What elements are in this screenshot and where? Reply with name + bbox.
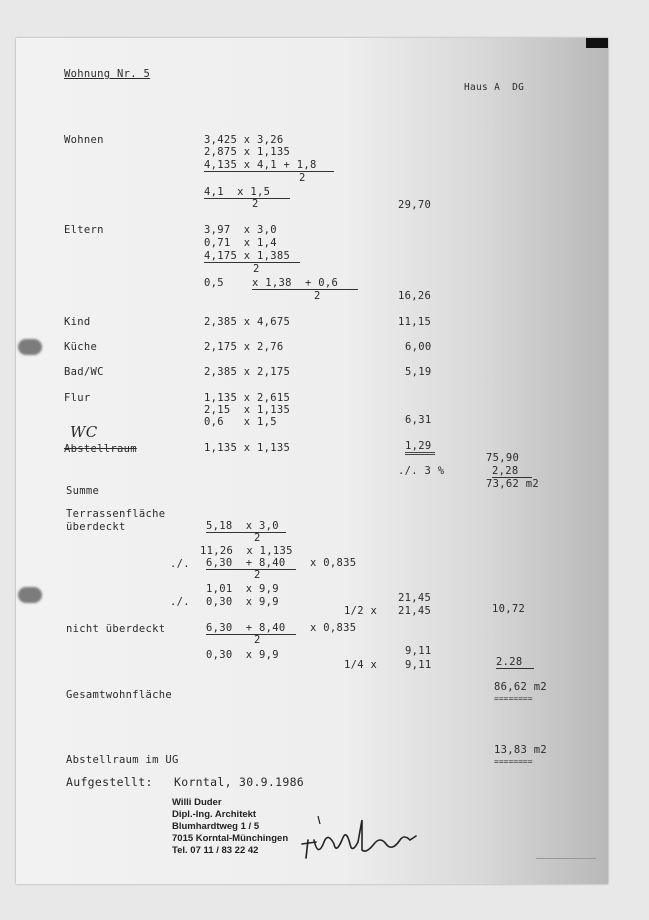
abstell-label: Abstellraum im UG: [66, 754, 179, 766]
denominator: 2: [254, 634, 261, 646]
subtotal-a: 75,90: [486, 452, 520, 464]
room-total: 6,00: [405, 341, 432, 353]
calc-line: 3,425 x 3,26: [204, 134, 284, 146]
denominator: 2: [253, 263, 260, 275]
calc-line: 2,385 x 2,175: [204, 366, 291, 378]
punch-hole: [18, 339, 42, 355]
calc-line: 2,175 x 2,76: [204, 341, 284, 353]
calc-line: 4,175 x 1,385: [204, 250, 300, 263]
room-total: 16,26: [398, 290, 432, 302]
calc-line: x 0,835: [310, 622, 357, 634]
room-total: 29,70: [398, 199, 432, 211]
room-label-kind: Kind: [64, 316, 91, 328]
aufgestellt-label: Aufgestellt:: [66, 775, 153, 789]
room-label-kueche: Küche: [64, 341, 98, 353]
document-title: Wohnung Nr. 5: [64, 68, 151, 80]
denominator: 2: [252, 198, 259, 210]
terrace-sublabel: überdeckt: [66, 521, 126, 533]
denominator: 2: [254, 532, 261, 544]
place-date: Korntal, 30.9.1986: [174, 775, 305, 789]
deduct-mark: ./.: [170, 596, 190, 608]
gesamt-label: Gesamtwohnfläche: [66, 689, 172, 701]
architect-stamp: [172, 797, 288, 857]
denominator: 2: [314, 290, 321, 302]
denominator: 2: [254, 569, 261, 581]
double-rule: ========: [494, 694, 533, 703]
stamp-line: Blumhardtweg 1 / 5: [172, 821, 260, 832]
room-total: 6,31: [405, 414, 432, 426]
terrace-total: 10,72: [492, 603, 526, 615]
punch-hole: [18, 587, 42, 603]
abstell-value: 13,83 m2: [494, 744, 547, 756]
calc-line: 1/4 x: [344, 659, 378, 671]
value: 21,45: [398, 605, 432, 617]
gesamt-value: 86,62 m2: [494, 681, 547, 693]
room-label-eltern: Eltern: [64, 224, 104, 236]
struck-label: Abstellraum: [64, 443, 137, 455]
calc-line: x 1,38 + 0,6: [252, 277, 358, 290]
subtotal-c: 73,62 m2: [486, 478, 539, 490]
denominator: 2: [299, 172, 306, 184]
stamp-line: 7015 Korntal-Münchingen: [172, 833, 289, 844]
scan-artifact: [536, 858, 596, 859]
calc-line: 0,6 x 1,5: [204, 416, 277, 428]
value: 21,45: [398, 592, 432, 604]
terrace-label: Terrassenfläche: [66, 508, 166, 520]
calc-line: 1,135 x 1,135: [204, 442, 291, 454]
calc-line: 0,30 x 9,9: [206, 649, 279, 661]
calc-line: 4,1 x 1,5: [204, 186, 290, 199]
stamp-line: Willi Duder: [172, 797, 222, 808]
handwritten-signature: [300, 810, 440, 870]
room-label-wohnen: Wohnen: [64, 134, 104, 146]
value: 9,11: [405, 659, 432, 671]
terrace-total: 2.28: [496, 656, 534, 669]
calc-line: 0,30 x 9,9: [206, 596, 279, 608]
room-total: 1,29: [405, 440, 435, 455]
calc-line: 1,01 x 9,9: [206, 583, 279, 595]
summe-label: Summe: [66, 485, 100, 497]
calc-line: 1/2 x: [344, 605, 378, 617]
calc-line: 2,875 x 1,135: [204, 146, 291, 158]
subtotal-b: 2,28: [492, 465, 532, 478]
room-label-flur: Flur: [64, 392, 91, 404]
calc-line: 5,18 x 3,0: [206, 520, 286, 533]
calc-line: 3,97 x 3,0: [204, 224, 277, 236]
calc-line: 6,30 + 8,40: [206, 557, 296, 570]
room-total: 5,19: [405, 366, 432, 378]
calc-line: x 0,835: [310, 557, 357, 569]
handwritten-wc: WC: [70, 423, 98, 441]
calc-line: 11,26 x 1,135: [200, 545, 293, 557]
stamp-line: Dipl.-Ing. Architekt: [172, 809, 257, 820]
calc-line: 2,385 x 4,675: [204, 316, 291, 328]
calc-line: 2,15 x 1,135: [204, 404, 291, 416]
calc-line: 6,30 + 8,40: [206, 622, 296, 635]
scan-edge-mark: [586, 38, 608, 48]
value: 9,11: [405, 645, 432, 657]
room-total: 11,15: [398, 316, 432, 328]
stamp-line: Tel. 07 11 / 83 22 42: [172, 845, 259, 856]
nicht-label: nicht überdeckt: [66, 623, 166, 635]
deduction-label: ./. 3 %: [398, 465, 445, 477]
calc-line: 0,71 x 1,4: [204, 237, 277, 249]
document-page: [16, 38, 608, 884]
location-label: Haus A DG: [464, 82, 525, 93]
calc-line: 4,135 x 4,1 + 1,8: [204, 159, 334, 172]
deduct-mark: ./.: [170, 558, 190, 570]
double-rule: ========: [494, 757, 533, 766]
calc-line: 1,135 x 2,615: [204, 392, 291, 404]
room-label-bad: Bad/WC: [64, 366, 104, 378]
calc-line: 0,5: [204, 277, 224, 289]
